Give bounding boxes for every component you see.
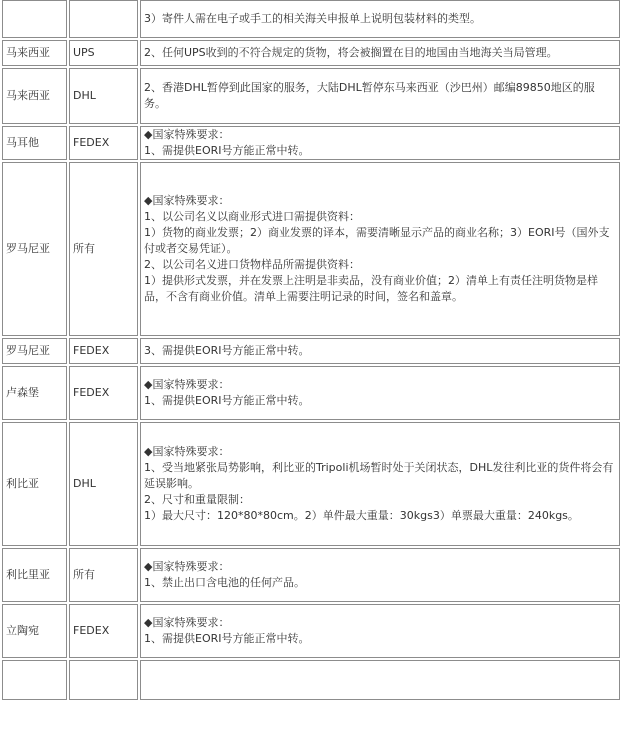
requirement-line: 1、以公司名义以商业形式进口需提供资料： bbox=[144, 210, 360, 223]
requirement-line: 1、需提供EORI号方能正常中转。 bbox=[144, 144, 310, 157]
requirement-line: 2、以公司名义进口货物样品所需提供资料： bbox=[144, 258, 360, 271]
carrier-cell bbox=[69, 0, 138, 38]
requirement-line: ◆国家特殊要求： bbox=[144, 560, 230, 573]
requirement-cell bbox=[140, 660, 620, 700]
country-cell: 罗马尼亚 bbox=[2, 162, 67, 336]
country-cell: 马耳他 bbox=[2, 126, 67, 160]
carrier-cell: 所有 bbox=[69, 162, 138, 336]
carrier-cell: DHL bbox=[69, 422, 138, 546]
country-cell: 卢森堡 bbox=[2, 366, 67, 420]
requirement-cell bbox=[140, 338, 620, 364]
country-cell: 利比里亚 bbox=[2, 548, 67, 602]
table-row bbox=[2, 126, 620, 160]
requirement-line: 3）寄件人需在电子或手工的相关海关申报单上说明包装材料的类型。 bbox=[144, 12, 481, 25]
carrier-cell: UPS bbox=[69, 40, 138, 66]
country-cell: 立陶宛 bbox=[2, 604, 67, 658]
country-cell bbox=[2, 660, 67, 700]
table-row bbox=[2, 548, 620, 602]
requirement-line: ◆国家特殊要求： bbox=[144, 445, 230, 458]
requirement-line: 2、香港DHL暂停到此国家的服务，大陆DHL暂停东马来西亚（沙巴州）邮编89850地区的服务。 bbox=[144, 81, 595, 110]
requirement-line: 1）提供形式发票，并在发票上注明是非卖品，没有商业价值；2）清单上有责任注明货物是样品，不含有商业价值。清单上需要注明记录的时间，签名和盖章。 bbox=[144, 274, 598, 303]
requirement-line: 1）最大尺寸：120*80*80cm。2）单件最大重量：30kgs3）单票最大重量：240kgs。 bbox=[144, 509, 579, 522]
requirement-line: ◆国家特殊要求： bbox=[144, 194, 230, 207]
requirement-cell bbox=[140, 422, 620, 546]
country-cell: 利比亚 bbox=[2, 422, 67, 546]
country-cell bbox=[2, 0, 67, 38]
requirement-line: 3、需提供EORI号方能正常中转。 bbox=[144, 344, 310, 357]
carrier-cell: FEDEX bbox=[69, 338, 138, 364]
carrier-cell: 所有 bbox=[69, 548, 138, 602]
requirement-cell bbox=[140, 548, 620, 602]
table-row bbox=[2, 604, 620, 658]
requirement-line: ◆国家特殊要求： bbox=[144, 378, 230, 391]
requirement-line: 2、尺寸和重量限制： bbox=[144, 493, 250, 506]
table-row bbox=[2, 338, 620, 364]
requirement-line: ◆国家特殊要求： bbox=[144, 128, 230, 141]
country-cell: 罗马尼亚 bbox=[2, 338, 67, 364]
table-row bbox=[2, 68, 620, 124]
table-row bbox=[2, 162, 620, 336]
table-row bbox=[2, 660, 620, 700]
table-row bbox=[2, 0, 620, 38]
table-row bbox=[2, 40, 620, 66]
requirement-cell bbox=[140, 604, 620, 658]
table-row bbox=[2, 422, 620, 546]
table-row bbox=[2, 366, 620, 420]
country-cell: 马来西亚 bbox=[2, 40, 67, 66]
requirement-cell bbox=[140, 68, 620, 124]
requirement-line: 1）货物的商业发票；2）商业发票的译本，需要清晰显示产品的商业名称；3）EORI号（国外支付或者交易凭证）。 bbox=[144, 226, 610, 255]
requirement-line: 2、任何UPS收到的不符合规定的货物，将会被搁置在目的地国由当地海关当局管理。 bbox=[144, 46, 558, 59]
carrier-cell: DHL bbox=[69, 68, 138, 124]
requirement-cell bbox=[140, 126, 620, 160]
carrier-cell: FEDEX bbox=[69, 604, 138, 658]
requirement-cell bbox=[140, 40, 620, 66]
requirement-cell bbox=[140, 0, 620, 38]
carrier-cell: FEDEX bbox=[69, 126, 138, 160]
shipping-rules-table-body bbox=[2, 0, 620, 700]
requirement-cell bbox=[140, 162, 620, 336]
carrier-cell bbox=[69, 660, 138, 700]
requirement-line: ◆国家特殊要求： bbox=[144, 616, 230, 629]
requirement-line: 1、受当地紧张局势影响，利比亚的Tripoli机场暂时处于关闭状态，DHL发往利比亚的货件将会有延误影响。 bbox=[144, 461, 614, 490]
requirement-line: 1、需提供EORI号方能正常中转。 bbox=[144, 394, 310, 407]
requirement-line: 1、需提供EORI号方能正常中转。 bbox=[144, 632, 310, 645]
carrier-cell: FEDEX bbox=[69, 366, 138, 420]
country-cell: 马来西亚 bbox=[2, 68, 67, 124]
requirement-line: 1、禁止出口含电池的任何产品。 bbox=[144, 576, 305, 589]
requirement-cell bbox=[140, 366, 620, 420]
